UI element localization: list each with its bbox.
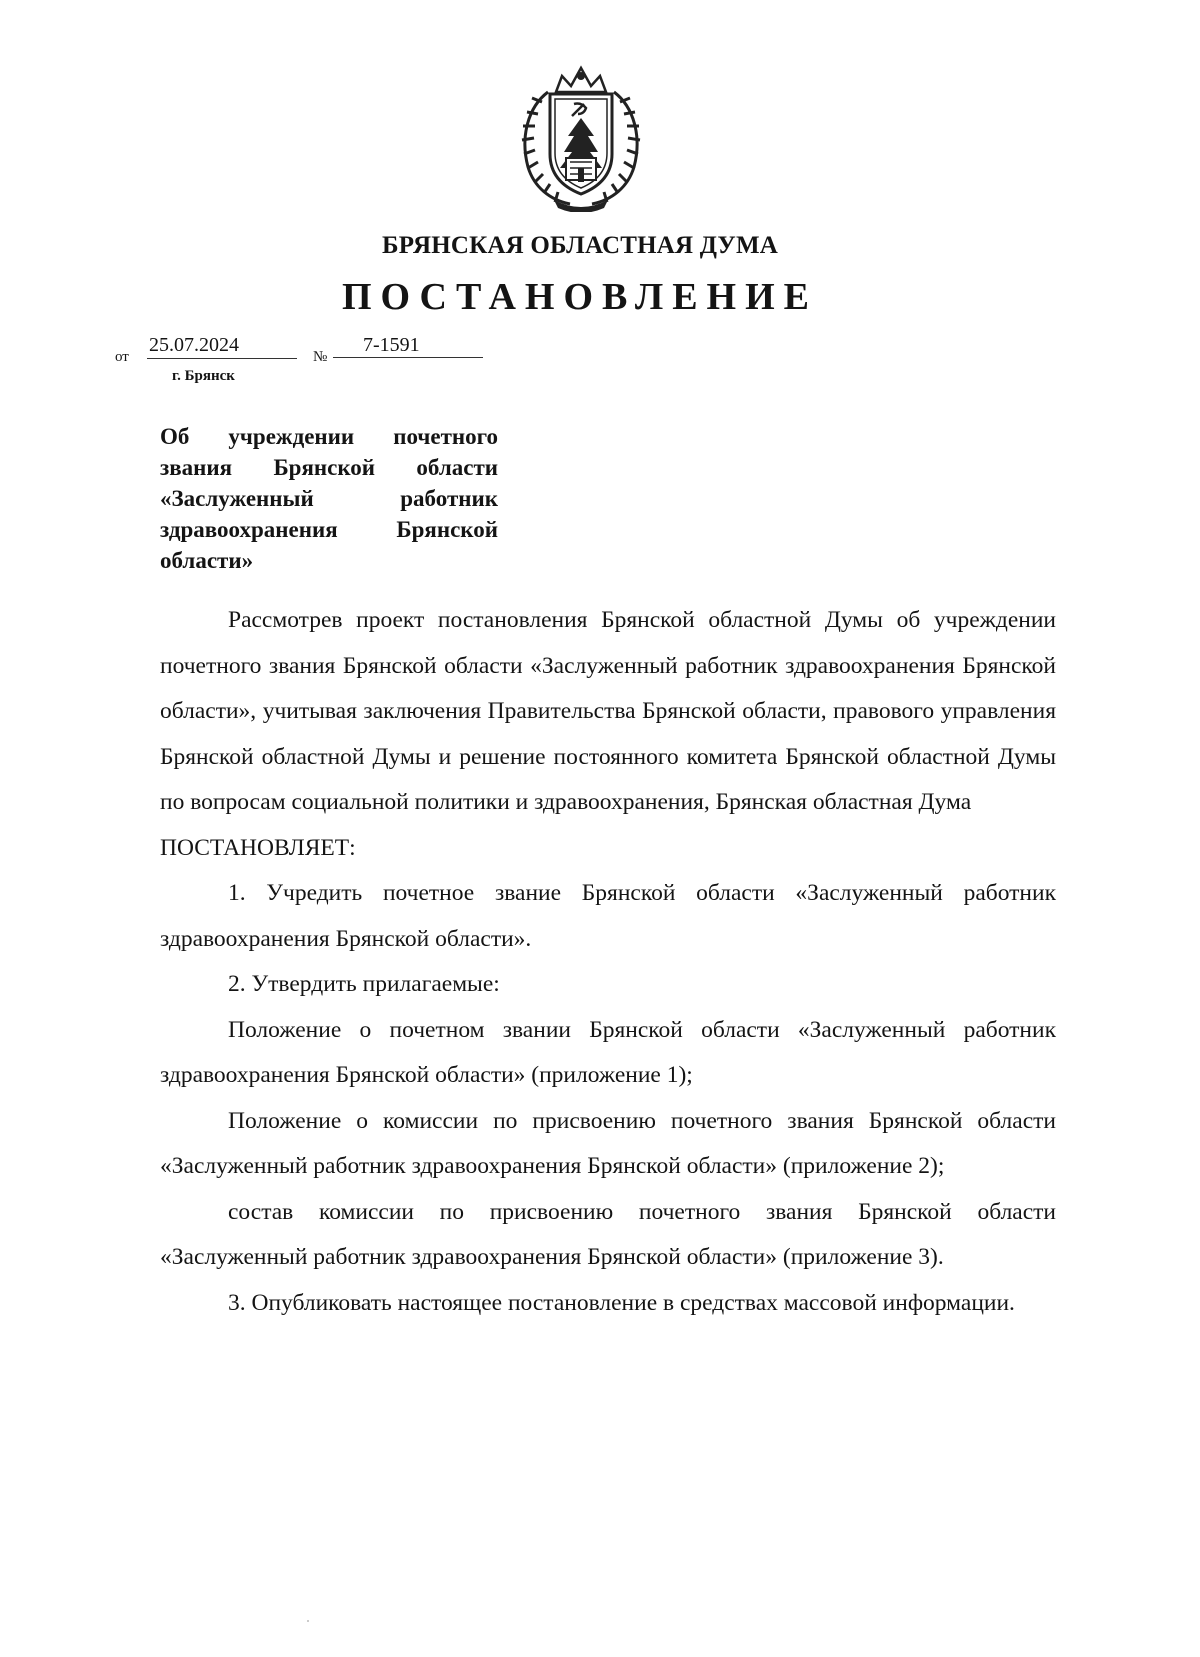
- date-prefix-label: от: [115, 349, 129, 365]
- preamble-paragraph: Рассмотрев проект постановления Брянской областной Думы об учреждении почетного звания Брянской области «Заслуженный работник здравоохранения Брянской области», учитывая заключения Правительства Брянской области, правового управления Брянской областной Думы и решение постоянного комитета Брянской областной Думы по вопросам социальной политики и здравоохранения, Брянская областная Дума: [160, 607, 1056, 815]
- item-3-paragraph: 3. Опубликовать настоящее постановление в средствах массовой информации.: [228, 1289, 1015, 1316]
- item-2a-paragraph: Положение о почетном звании Брянской области «Заслуженный работник здравоохранения Брянской области» (приложение 1);: [160, 1016, 1056, 1088]
- document-date: 25.07.2024: [147, 333, 297, 359]
- scan-speck: [307, 1620, 309, 1622]
- document-number: 7-1591: [333, 333, 483, 358]
- item-2c-paragraph: состав комиссии по присвоению почетного звания Брянской области «Заслуженный работник здравоохранения Брянской области» (приложение 3).: [160, 1198, 1056, 1270]
- item-1-paragraph: 1. Учредить почетное звание Брянской области «Заслуженный работник здравоохранения Брянской области».: [160, 880, 1056, 952]
- resolves-heading: ПОСТАНОВЛЯЕТ:: [160, 834, 356, 861]
- document-subject: Об учреждении почетного звания Брянской области «Заслуженный работник здравоохранения Брянской области»: [160, 424, 498, 573]
- document-type-title: ПОСТАНОВЛЕНИЕ: [341, 276, 819, 318]
- number-sign-label: №: [313, 349, 328, 365]
- coat-of-arms-icon: [510, 62, 652, 212]
- organization-name: БРЯНСКАЯ ОБЛАСТНАЯ ДУМА: [381, 232, 779, 259]
- item-2b-paragraph: Положение о комиссии по присвоению почетного звания Брянской области «Заслуженный работник здравоохранения Брянской области» (приложение 2);: [160, 1107, 1056, 1179]
- coat-of-arms-emblem: [510, 62, 652, 212]
- city-label: г. Брянск: [172, 368, 235, 384]
- item-2-paragraph: 2. Утвердить прилагаемые:: [228, 971, 500, 997]
- document-meta: [115, 333, 515, 367]
- document-body: [160, 598, 1056, 1326]
